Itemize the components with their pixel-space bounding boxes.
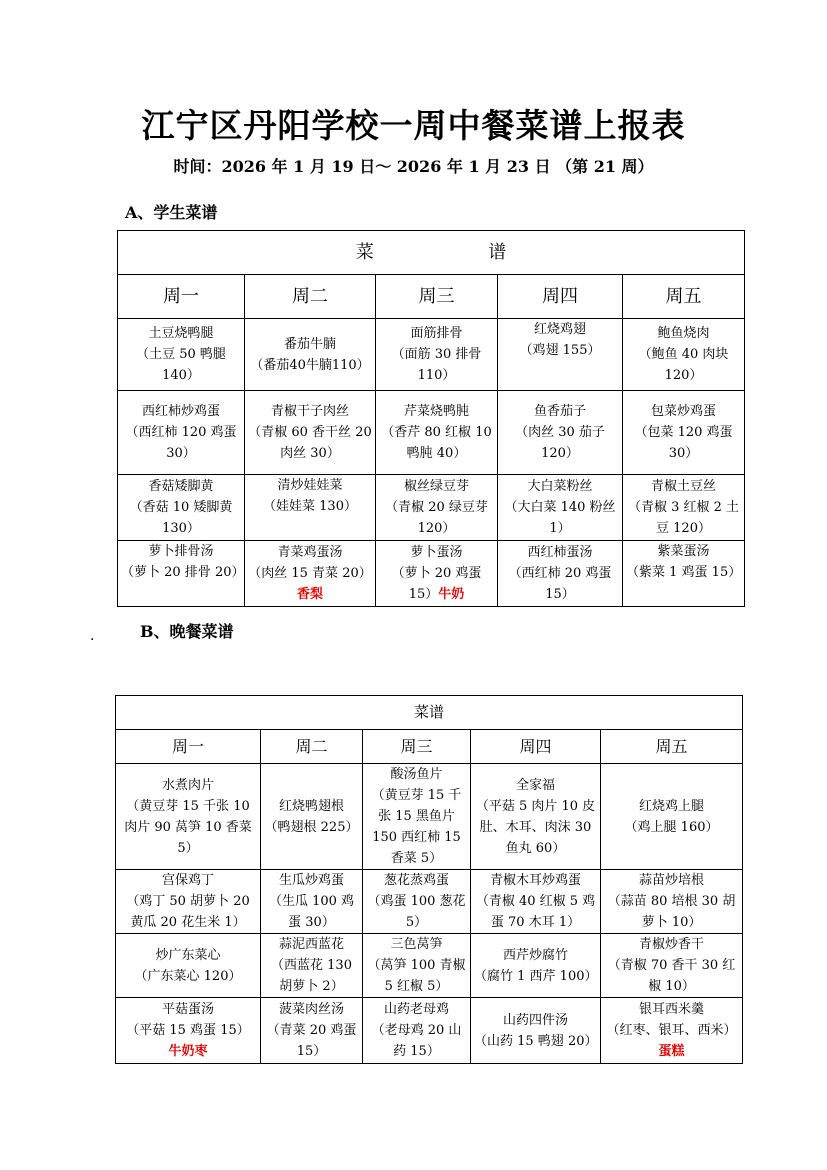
dish-cell	[116, 764, 261, 870]
dish-name: 鱼香茄子	[533, 404, 586, 419]
dish-detail: （山药 15 鸭翅 20）	[474, 1033, 598, 1049]
dish-cell	[498, 391, 623, 475]
dish-cell	[376, 319, 498, 391]
dish-cell	[601, 998, 743, 1064]
dish-cell	[471, 998, 601, 1064]
student-menu-table	[117, 230, 745, 607]
dish-detail: （土豆 50 鸭腿 140）	[136, 347, 226, 383]
dish-name: 生瓜炒鸡蛋	[278, 873, 344, 888]
dish-cell	[601, 870, 743, 934]
dish-detail: （鸡上腿 160）	[624, 819, 719, 835]
dish-cell	[498, 475, 623, 541]
dish-cell	[245, 475, 376, 541]
dish-name: 面筋排骨	[410, 326, 463, 341]
day-header: 周三	[376, 275, 498, 319]
dish-cell	[623, 319, 745, 391]
dish-detail: （娃娃菜 130）	[263, 499, 357, 514]
section-b-label: B、晚餐菜谱	[140, 622, 234, 641]
dish-detail: （黄豆芽 15 千张 10 肉片 90 莴笋 10 香菜 5）	[124, 798, 252, 856]
dish-name: 青椒炒香干	[639, 937, 705, 952]
dish-cell	[118, 319, 245, 391]
dish-name: 包菜炒鸡蛋	[651, 404, 717, 419]
dish-name: 平菇蛋汤	[161, 1002, 214, 1017]
dish-name: 西芹炒腐竹	[502, 947, 568, 963]
dish-name: 红烧鸭翅根	[278, 798, 344, 814]
dish-name: 宫保鸡丁	[161, 873, 214, 888]
dish-name: 椒丝绿豆芽	[403, 479, 469, 494]
bullet-dot: .	[90, 628, 95, 644]
dish-name: 酸汤鱼片	[390, 767, 443, 782]
day-header: 周四	[471, 730, 601, 764]
dish-detail: （蒜苗 80 培根 30 胡萝卜 10）	[607, 894, 736, 930]
dish-name: 芹菜烧鸭肫	[403, 404, 469, 419]
extra-note: 牛奶枣	[168, 1044, 208, 1059]
dish-cell	[623, 391, 745, 475]
dish-row	[116, 764, 743, 870]
dish-detail: （青椒 20 绿豆芽 120）	[385, 500, 488, 536]
dish-name: 蒜苗炒培根	[639, 873, 705, 888]
dish-row	[116, 998, 743, 1064]
dish-detail: （紫菜 1 鸡蛋 15）	[626, 565, 742, 580]
dish-detail: （包菜 120 鸡蛋 30）	[634, 425, 733, 461]
dish-detail: （西蓝花 130 胡萝卜 2）	[271, 958, 352, 994]
dish-detail: （面筋 30 排骨 110）	[391, 347, 482, 383]
dish-name: 大白菜粉丝	[527, 479, 593, 494]
dish-cell	[623, 541, 745, 607]
dish-cell	[471, 934, 601, 998]
dish-name: 土豆烧鸭腿	[148, 326, 214, 341]
dish-detail: （青椒 60 香干丝 20 肉丝 30）	[248, 425, 372, 461]
dish-detail: （西红柿 20 鸡蛋 15）	[508, 566, 612, 602]
milk-note: 牛奶	[438, 587, 465, 602]
day-header: 周二	[261, 730, 363, 764]
fruit-note: 香梨	[296, 587, 323, 602]
day-header: 周五	[601, 730, 743, 764]
dish-name: 炒广东菜心	[155, 947, 221, 963]
dish-cell	[471, 764, 601, 870]
day-header: 周四	[498, 275, 623, 319]
dish-detail: （萝卜 20 鸡蛋 15）	[391, 566, 482, 602]
dish-detail: （香菇 10 矮脚黄 130）	[129, 500, 233, 536]
dish-detail: （青椒 70 香干 30 红椒 10）	[607, 958, 736, 994]
dish-name: 青椒土豆丝	[651, 479, 717, 494]
dish-name: 葱花蒸鸡蛋	[383, 873, 449, 888]
weekday-row	[118, 275, 745, 319]
dish-row	[118, 391, 745, 475]
dish-name: 银耳西米羹	[639, 1002, 705, 1017]
dish-detail: （青椒 3 红椒 2 土豆 120）	[627, 500, 740, 536]
dish-cell	[363, 870, 471, 934]
dish-name: 山药老母鸡	[383, 1002, 449, 1017]
dish-cell	[116, 998, 261, 1064]
menu-header: 菜谱	[116, 696, 743, 730]
dish-detail: （青菜 20 鸡蛋 15）	[266, 1023, 357, 1059]
dish-cell	[363, 998, 471, 1064]
menu-header: 菜 谱	[118, 231, 745, 275]
dish-name: 紫菜蛋汤	[657, 544, 710, 559]
dish-detail: （生瓜 100 鸡蛋 30）	[268, 894, 355, 930]
day-header: 周五	[623, 275, 745, 319]
dish-cell	[116, 934, 261, 998]
dish-cell	[601, 934, 743, 998]
dish-cell	[118, 541, 245, 607]
dish-cell	[118, 475, 245, 541]
dish-detail: （平菇 5 肉片 10 皮肚、木耳、肉沫 30 鱼丸 60）	[475, 798, 596, 856]
dish-detail: （鸡丁 50 胡萝卜 20 黄瓜 20 花生米 1）	[126, 894, 250, 930]
dish-cell	[376, 475, 498, 541]
dish-cell	[363, 764, 471, 870]
dish-cell	[261, 870, 363, 934]
dish-detail: （老母鸡 20 山药 15）	[371, 1023, 462, 1059]
date-range: 时间：2026 年 1 月 19 日～ 2026 年 1 月 23 日 （第 21 周）	[173, 157, 654, 176]
dish-name: 菠菜肉丝汤	[278, 1002, 344, 1017]
dish-name: 清炒娃娃菜	[277, 478, 343, 493]
dish-name: 萝卜蛋汤	[410, 545, 463, 560]
dish-detail: （大白菜 140 粉丝 1）	[504, 500, 616, 536]
dish-cell	[261, 998, 363, 1064]
dish-name: 西红柿炒鸡蛋	[141, 404, 220, 419]
dish-detail: （红枣、银耳、西米）	[606, 1023, 737, 1038]
dish-name: 番茄牛腩	[283, 336, 336, 352]
section-a-label: A、学生菜谱	[125, 203, 218, 222]
dish-detail: （肉丝 30 茄子 120）	[515, 425, 605, 461]
dish-detail: （平菇 15 鸡蛋 15）	[126, 1023, 250, 1038]
day-header: 周三	[363, 730, 471, 764]
dish-detail: （莴笋 100 青椒 5 红椒 5）	[367, 958, 466, 994]
dish-detail: （鸭翅根 225）	[264, 819, 359, 835]
dish-cell	[471, 870, 601, 934]
dish-row	[118, 541, 745, 607]
dish-row	[116, 934, 743, 998]
dish-detail: （腐竹 1 西芹 100）	[474, 968, 598, 984]
dish-detail: （香芹 80 红椒 10 鸭肫 40）	[381, 425, 492, 461]
dish-row	[118, 319, 745, 391]
dish-cell	[376, 541, 498, 607]
dish-name: 全家福	[515, 777, 555, 793]
dish-row	[116, 870, 743, 934]
dish-cell	[376, 391, 498, 475]
dish-cell	[261, 764, 363, 870]
dish-cell	[623, 475, 745, 541]
dish-detail: （青椒 40 红椒 5 鸡蛋 70 木耳 1）	[475, 894, 596, 930]
dish-name: 青椒干子肉丝	[270, 404, 349, 419]
dish-name: 青菜鸡蛋汤	[277, 545, 343, 560]
dish-cell	[118, 391, 245, 475]
dish-detail: （鸡翅 155）	[519, 343, 601, 358]
day-header: 周二	[245, 275, 376, 319]
dish-name: 香菇矮脚黄	[148, 479, 214, 494]
dinner-menu-table	[115, 695, 743, 1064]
dish-detail: （萝卜 20 排骨 20）	[121, 565, 245, 580]
dish-detail: （番茄40牛腩110）	[250, 357, 370, 373]
dish-cell	[245, 541, 376, 607]
dish-name: 红烧鸡翅	[533, 322, 586, 337]
dish-row	[118, 475, 745, 541]
page-title: 江宁区丹阳学校一周中餐菜谱上报表	[141, 106, 686, 145]
dish-name: 三色莴笋	[390, 937, 443, 952]
dish-name: 萝卜排骨汤	[148, 544, 214, 559]
dish-cell	[245, 319, 376, 391]
dish-cell	[601, 764, 743, 870]
dish-detail: （黄豆芽 15 千张 15 黑鱼片 150 西红柿 15 香菜 5）	[371, 788, 462, 866]
dish-cell	[363, 934, 471, 998]
dish-name: 西红柿蛋汤	[527, 545, 593, 560]
dish-name: 山药四件汤	[502, 1012, 568, 1028]
dish-name: 水煮肉片	[161, 777, 214, 793]
weekday-row	[116, 730, 743, 764]
dish-detail: （鸡蛋 100 葱花 5）	[367, 894, 466, 930]
dish-detail: （鲍鱼 40 肉块 120）	[638, 347, 729, 383]
dish-name: 青椒木耳炒鸡蛋	[489, 873, 581, 888]
extra-note: 蛋糕	[658, 1044, 685, 1059]
dish-cell	[498, 319, 623, 391]
day-header: 周一	[118, 275, 245, 319]
dish-detail: （西红柿 120 鸡蛋 30）	[125, 425, 237, 461]
dish-cell	[261, 934, 363, 998]
dish-detail: （肉丝 15 青菜 20）	[248, 566, 372, 581]
dish-name: 蒜泥西蓝花	[278, 937, 344, 952]
dish-cell	[498, 541, 623, 607]
day-header: 周一	[116, 730, 261, 764]
dish-cell	[245, 391, 376, 475]
dish-cell	[116, 870, 261, 934]
dish-detail: （广东菜心 120）	[134, 968, 242, 984]
dish-name: 鲍鱼烧肉	[657, 326, 710, 341]
dish-name: 红烧鸡上腿	[639, 798, 705, 814]
